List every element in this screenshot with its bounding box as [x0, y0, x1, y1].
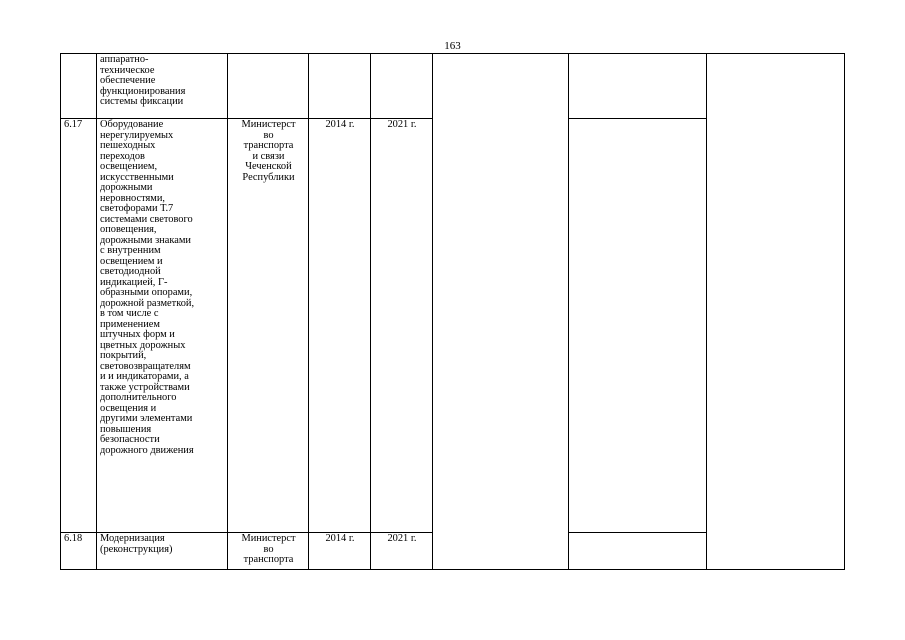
measure-name: Модернизация (реконструкция) [100, 533, 173, 555]
start-date-cell [309, 54, 371, 119]
document-table [60, 53, 845, 570]
measure-name: Оборудование нерегулируемых пешеходных переходов освещением, искусственными дорожными неровностями, светофорами Т.7 системами светового оповещения, дорожными знаками с внутренним освещением и светодиодной индикацией, Г- образными опорами, дорожной разметкой, в том числе с применением штучных форм и цветных дорожных покрытий, световозвращателям и и индикаторами, а также устройствами дополнительного освещения и другими элементами повышения безопасности дорожного движения [100, 119, 195, 456]
end-date-cell [371, 119, 433, 533]
table-row [61, 54, 845, 119]
empty-cell [569, 54, 707, 119]
row-number: 6.18 [64, 533, 83, 544]
measure-name-cell [97, 54, 228, 119]
empty-merged-cell [433, 54, 569, 570]
page-number: 163 [444, 40, 461, 52]
executor-cell [228, 54, 309, 119]
measure-name-cell [97, 533, 228, 570]
end-date-cell [371, 54, 433, 119]
row-number: 6.17 [64, 119, 83, 130]
empty-merged-cell [707, 54, 845, 570]
executor-cell [228, 533, 309, 570]
end-date-cell [371, 533, 433, 570]
row-number-cell [61, 54, 97, 119]
executor: Министерст во транспорта [241, 533, 296, 565]
end-date: 2021 г. [387, 533, 417, 544]
row-number-cell [61, 119, 97, 533]
start-date-cell [309, 533, 371, 570]
executor-cell [228, 119, 309, 533]
start-date: 2014 г. [325, 533, 355, 544]
measure-name: аппаратно- техническое обеспечение функционирования системы фиксации [100, 54, 186, 107]
measure-name-cell [97, 119, 228, 533]
row-number-cell [61, 533, 97, 570]
executor: Министерст во транспорта и связи Чеченской Республики [241, 119, 296, 183]
start-date-cell [309, 119, 371, 533]
empty-cell [569, 533, 707, 570]
start-date: 2014 г. [325, 119, 355, 130]
end-date: 2021 г. [387, 119, 417, 130]
empty-cell [569, 119, 707, 533]
